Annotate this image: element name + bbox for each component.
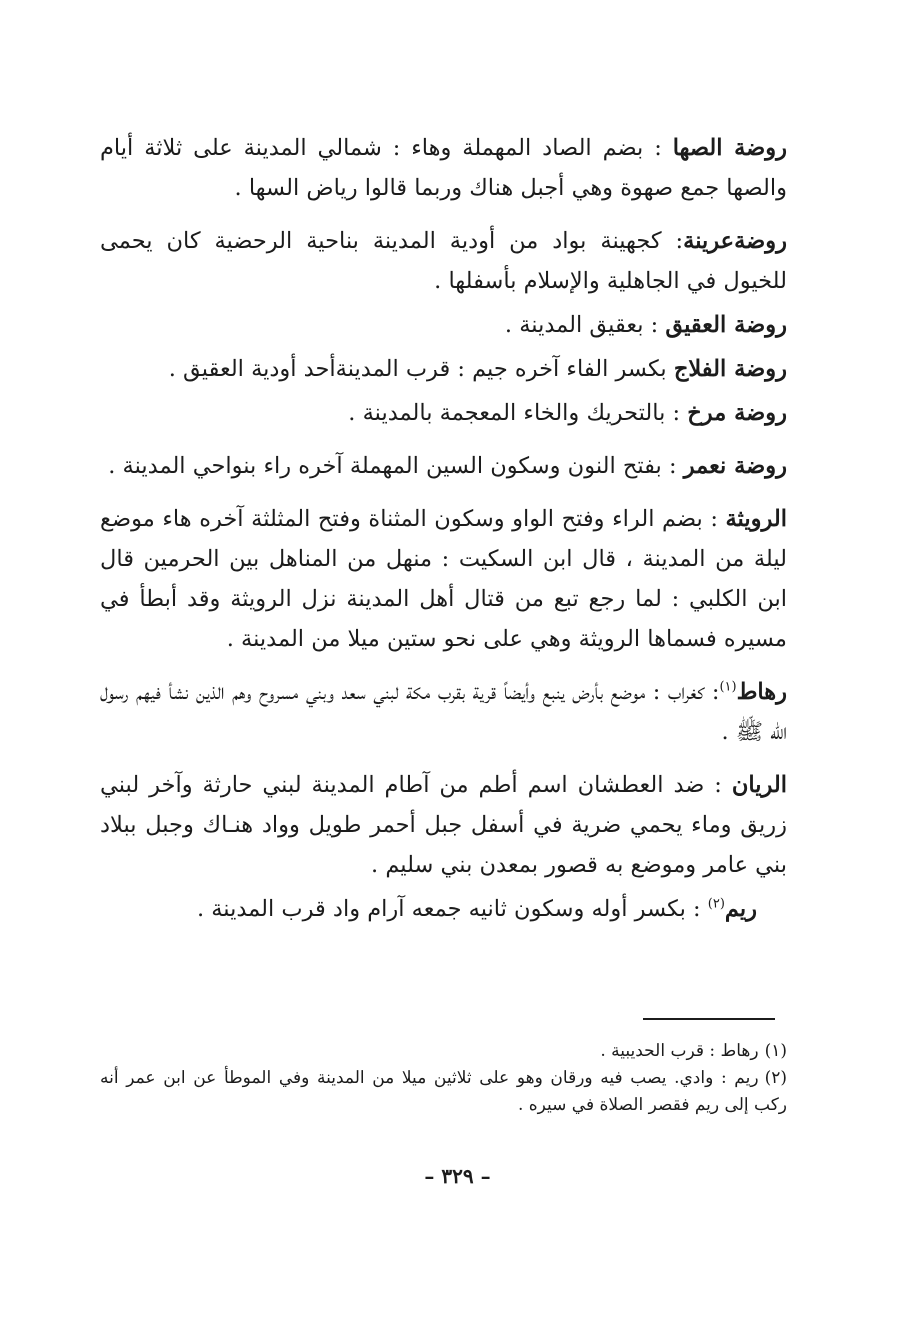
entry-alrayyan <box>100 765 787 885</box>
footnote-divider <box>643 1018 775 1020</box>
entry-text: : بعقيق المدينة . <box>504 312 666 338</box>
entry-text: : بضم الراء وفتح الواو وسكون المثناة وفتح المثلثة آخره هاء موضع ليلة من المدينة ، قال ابن السكيت : منهل من المناهل بين الحرمين قال ابن الكلبي : لما رجع تبع من قتال أهل المدينة نزل الرويثة وقد أبطأ في مسيره فسماها الرويثة وهي على نحو ستين ميلا من المدينة . <box>100 506 787 652</box>
entry-text: : كغراب : موضع بأرض ينبع وأيضاً قرية بقرب مكة لبني سعد وبني مسروح وهم الذين نشأ فيهم رسول الله ﷺ . <box>100 679 787 745</box>
footnote-ref: (٢) <box>707 896 725 912</box>
headword: روضة الصها <box>672 135 788 161</box>
headword: روضة نعمر <box>683 453 787 479</box>
entry-rawdat-markh <box>100 393 787 433</box>
footnote-text: رهاط : قرب الحديبية . <box>600 1041 759 1061</box>
entry-text: بكسر الفاء آخره جيم : قرب المدينةأحد أودية العقيق . <box>168 356 674 382</box>
headword: روضة مرخ <box>687 400 787 426</box>
entry-rawdat-alaqiq <box>100 305 787 345</box>
headword: الرويثة <box>725 506 787 532</box>
entry-rawdat-alsaha <box>100 128 787 208</box>
headword: رهاط <box>736 679 787 705</box>
entry-rihat <box>100 672 787 752</box>
entry-text: : بضم الصاد المهملة وهاء : شمالي المدينة على ثلاثة أيام والصها جمع صهوة وهي أجبل هناك وربما قالوا رياض السها . <box>100 135 787 201</box>
entry-text: : بفتح النون وسكون السين المهملة آخره راء بنواحي المدينة . <box>108 453 684 479</box>
entry-text: : بالتحريك والخاء المعجمة بالمدينة . <box>348 400 688 426</box>
footnote-text: ريم : وادي. يصب فيه ورقان وهو على ثلاثين ميلا من المدينة وفي الموطأ عن ابن عمر أنه ركب إلى ريم فقصر الصلاة في سيره . <box>100 1068 787 1115</box>
footnote-ref: (١) <box>719 679 737 695</box>
footnote-number: (١) <box>764 1041 787 1061</box>
headword: روضة الفلاج <box>673 356 787 382</box>
headword: ريم <box>724 896 757 922</box>
entry-text: : ضد العطشان اسم أطم من آطام المدينة لبني حارثة وآخر لبني زريق وماء يحمي ضرية في أسفل جبل أحمر طويل وواد هنـاك وجبل ببلاد بني عامر وموضع به قصور بمعدن بني سليم . <box>100 772 787 878</box>
footnotes <box>100 1038 787 1119</box>
entry-rawdat-alfalaj <box>100 349 787 389</box>
entry-text: : كجهينة بواد من أودية المدينة بناحية الرحضية كان يحمى للخيول في الجاهلية والإسلام بأسفلها . <box>100 228 787 294</box>
entry-alruwaytha <box>100 499 787 659</box>
footnote-number: (٢) <box>764 1068 787 1088</box>
entry-text: : بكسر أوله وسكون ثانيه جمعه آرام واد قرب المدينة . <box>196 896 708 922</box>
entry-rim <box>100 889 787 929</box>
headword: روضة العقيق <box>665 312 787 338</box>
headword: روضةعرينة <box>683 228 787 254</box>
entry-rawdat-nasr <box>100 446 787 486</box>
headword: الريان <box>731 772 787 798</box>
page-number: – ٣٢٩ – <box>424 1164 491 1188</box>
footnote-1 <box>100 1038 787 1065</box>
main-text <box>100 128 787 942</box>
entry-rawdat-urayna <box>100 221 787 301</box>
footnote-2 <box>100 1065 787 1119</box>
